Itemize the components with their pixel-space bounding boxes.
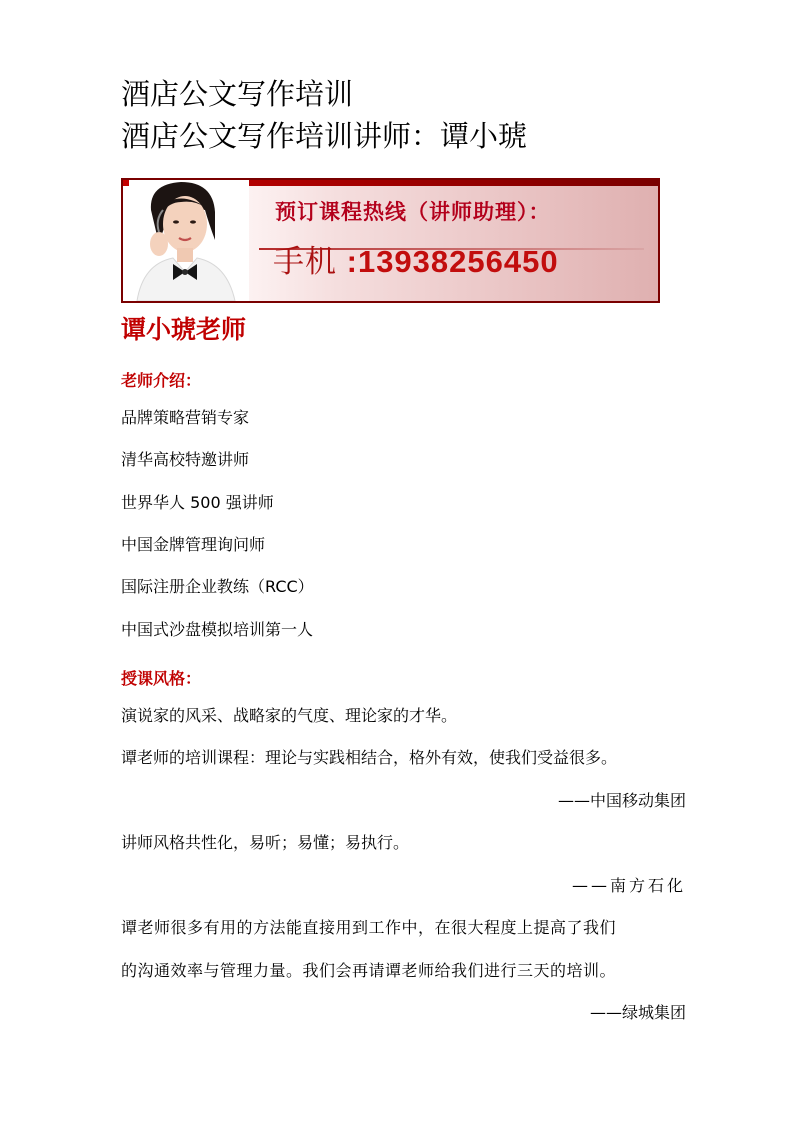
intro-item: 世界华人 500 强讲师 xyxy=(121,493,274,512)
document-subtitle: 酒店公文写作培训讲师：谭小琥 xyxy=(121,119,528,153)
document-title: 酒店公文写作培训 xyxy=(121,77,354,111)
style-summary: 演说家的风采、战略家的气度、理论家的才华。 xyxy=(121,706,458,725)
booking-hotline-banner xyxy=(121,178,660,303)
receptionist-photo-icon xyxy=(129,180,249,301)
testimonial-source: ——中国移动集团 xyxy=(557,791,686,810)
testimonial-source: ——绿城集团 xyxy=(589,1003,686,1022)
testimonial-text: 的沟通效率与管理力量。我们会再请谭老师给我们进行三天的培训。 xyxy=(121,961,617,980)
intro-item: 中国金牌管理询问师 xyxy=(121,535,266,554)
teacher-name-heading: 谭小琥老师 xyxy=(121,315,247,344)
testimonial-source: ——南方石化 xyxy=(571,876,686,895)
intro-section-label: 老师介绍： xyxy=(121,371,202,390)
testimonial-text: 讲师风格共性化，易听；易懂；易执行。 xyxy=(121,833,410,852)
phone-label: 手机 xyxy=(273,244,337,280)
intro-item: 品牌策略营销专家 xyxy=(121,408,250,427)
teaching-style-label: 授课风格： xyxy=(121,669,202,688)
hotline-label: 预订课程热线（讲师助理）： xyxy=(275,200,551,224)
phone-line xyxy=(273,236,559,281)
intro-item: 清华高校特邀讲师 xyxy=(121,450,250,469)
testimonial-text: 谭老师的培训课程：理论与实践相结合，格外有效，使我们受益很多。 xyxy=(121,748,618,767)
testimonial-text: 谭老师很多有用的方法能直接用到工作中，在很大程度上提高了我们 xyxy=(121,918,617,937)
intro-item: 中国式沙盘模拟培训第一人 xyxy=(121,620,314,639)
intro-item: 国际注册企业教练（RCC） xyxy=(121,577,314,596)
phone-number: :13938256450 xyxy=(346,244,559,279)
